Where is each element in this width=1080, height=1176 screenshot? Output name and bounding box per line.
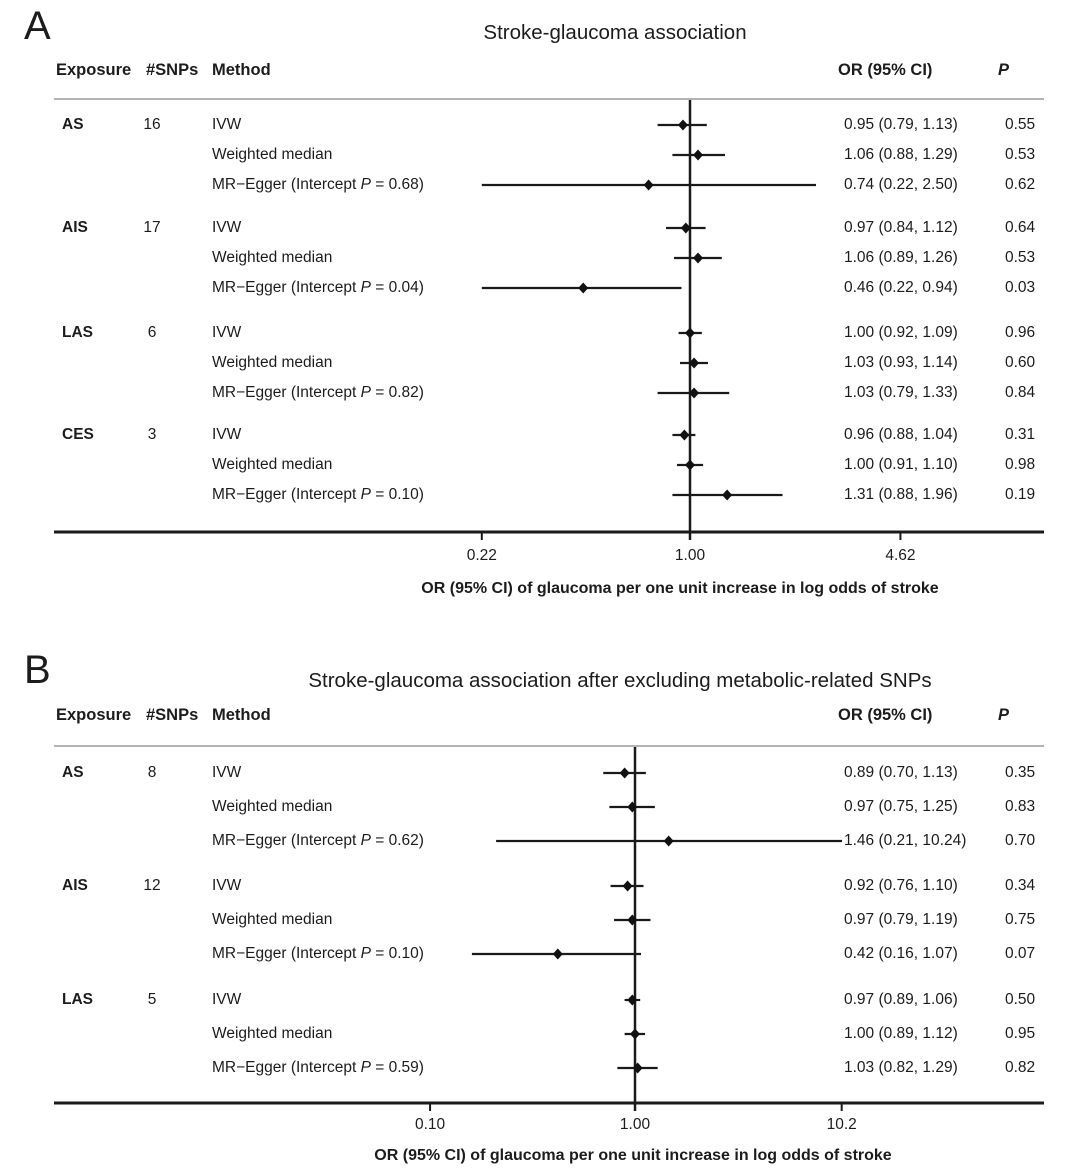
- or-ci-value: 0.97 (0.89, 1.06): [844, 991, 958, 1008]
- axis-tick-label: 0.10: [414, 1116, 446, 1133]
- or-ci-value: 1.03 (0.82, 1.29): [844, 1059, 958, 1076]
- panel-a-col-or: OR (95% CI): [838, 61, 933, 79]
- p-value: 0.55: [1005, 116, 1036, 133]
- panel-a-col-p: P: [998, 61, 1010, 79]
- method-label: IVW: [212, 877, 242, 894]
- panel-b-letter: B: [24, 648, 51, 692]
- snps-value: 8: [147, 764, 157, 781]
- or-ci-value: 0.46 (0.22, 0.94): [844, 279, 958, 296]
- p-value: 0.07: [1005, 945, 1036, 962]
- p-value: 0.83: [1005, 798, 1036, 815]
- p-value: 0.95: [1005, 1025, 1036, 1042]
- or-ci-value: 0.96 (0.88, 1.04): [844, 426, 958, 443]
- or-ci-value: 0.97 (0.75, 1.25): [844, 798, 958, 815]
- axis-tick-label: 0.22: [466, 547, 497, 564]
- panel-b-col-exposure: Exposure: [56, 706, 132, 724]
- or-ci-value: 1.03 (0.93, 1.14): [844, 354, 958, 371]
- or-point: [553, 949, 563, 960]
- panel-a-col-exposure: Exposure: [56, 61, 132, 79]
- axis-tick-label: 1.00: [619, 1116, 651, 1133]
- p-value: 0.19: [1005, 486, 1036, 503]
- or-ci-value: 0.95 (0.79, 1.13): [844, 116, 958, 133]
- exposure-value: AIS: [62, 877, 88, 894]
- panel-b-title: Stroke-glaucoma association after excluding metabolic-related SNPs: [308, 669, 932, 692]
- panel-a-letter: A: [24, 4, 51, 48]
- method-label: Weighted median: [212, 456, 333, 473]
- panel-b-col-method: Method: [212, 706, 271, 724]
- or-ci-value: 0.42 (0.16, 1.07): [844, 945, 958, 962]
- method-label: MR−Egger (Intercept P = 0.04): [212, 279, 424, 296]
- snps-value: 6: [147, 324, 157, 341]
- panel-a-col-method: Method: [212, 61, 271, 79]
- p-value: 0.31: [1005, 426, 1036, 443]
- or-point: [630, 1029, 640, 1040]
- or-ci-value: 1.06 (0.88, 1.29): [844, 146, 958, 163]
- or-point: [644, 180, 654, 191]
- or-point: [685, 328, 695, 339]
- p-value: 0.53: [1005, 146, 1036, 163]
- snps-value: 3: [147, 426, 157, 443]
- method-label: Weighted median: [212, 798, 333, 815]
- or-point: [620, 768, 630, 779]
- method-label: Weighted median: [212, 249, 333, 266]
- or-ci-value: 1.00 (0.92, 1.09): [844, 324, 958, 341]
- p-value: 0.64: [1005, 219, 1036, 236]
- method-label: IVW: [212, 991, 242, 1008]
- panel-b-col-p: P: [998, 706, 1010, 724]
- p-value: 0.96: [1005, 324, 1036, 341]
- or-ci-value: 0.92 (0.76, 1.10): [844, 877, 958, 894]
- or-ci-value: 1.06 (0.89, 1.26): [844, 249, 958, 266]
- method-label: MR−Egger (Intercept P = 0.59): [212, 1059, 424, 1076]
- exposure-value: LAS: [62, 324, 93, 341]
- method-label: Weighted median: [212, 911, 333, 928]
- panel-a-title: Stroke-glaucoma association: [483, 21, 747, 44]
- or-point: [685, 460, 695, 471]
- panel-a-col-snps: #SNPs: [146, 61, 199, 79]
- or-ci-value: 0.74 (0.22, 2.50): [844, 176, 958, 193]
- p-value: 0.03: [1005, 279, 1036, 296]
- or-ci-value: 0.89 (0.70, 1.13): [844, 764, 958, 781]
- or-ci-value: 1.31 (0.88, 1.96): [844, 486, 958, 503]
- or-ci-value: 0.97 (0.79, 1.19): [844, 911, 958, 928]
- method-label: MR−Egger (Intercept P = 0.10): [212, 486, 424, 503]
- axis-tick-label: 4.62: [885, 547, 916, 564]
- panel-b-col-snps: #SNPs: [146, 706, 199, 724]
- method-label: Weighted median: [212, 354, 333, 371]
- or-point: [623, 881, 633, 892]
- method-label: IVW: [212, 219, 242, 236]
- exposure-value: LAS: [62, 991, 93, 1008]
- or-ci-value: 1.00 (0.89, 1.12): [844, 1025, 958, 1042]
- snps-value: 12: [143, 877, 161, 894]
- or-point: [679, 430, 689, 441]
- p-value: 0.53: [1005, 249, 1036, 266]
- or-point: [693, 150, 703, 161]
- method-label: IVW: [212, 426, 242, 443]
- axis-tick-label: 10.2: [826, 1116, 857, 1133]
- snps-value: 5: [147, 991, 157, 1008]
- method-label: IVW: [212, 116, 242, 133]
- method-label: Weighted median: [212, 146, 333, 163]
- exposure-value: CES: [62, 426, 94, 443]
- exposure-value: AS: [62, 764, 84, 781]
- panel-a-xaxis-label: OR (95% CI) of glaucoma per one unit increase in log odds of stroke: [421, 580, 939, 597]
- p-value: 0.35: [1005, 764, 1036, 781]
- method-label: MR−Egger (Intercept P = 0.82): [212, 384, 424, 401]
- panel-a-header-separator: [54, 98, 1044, 100]
- axis-tick-label: 1.00: [674, 547, 706, 564]
- p-value: 0.75: [1005, 911, 1036, 928]
- or-ci-value: 0.97 (0.84, 1.12): [844, 219, 958, 236]
- or-ci-value: 1.46 (0.21, 10.24): [844, 832, 967, 849]
- p-value: 0.70: [1005, 832, 1036, 849]
- method-label: MR−Egger (Intercept P = 0.62): [212, 832, 424, 849]
- snps-value: 17: [143, 219, 161, 236]
- p-value: 0.34: [1005, 877, 1036, 894]
- panel-b-header-separator: [54, 745, 1044, 747]
- p-value: 0.60: [1005, 354, 1036, 371]
- method-label: IVW: [212, 764, 242, 781]
- p-value: 0.84: [1005, 384, 1036, 401]
- or-point: [722, 490, 732, 501]
- panel-b-xaxis-label: OR (95% CI) of glaucoma per one unit increase in log odds of stroke: [374, 1147, 892, 1164]
- snps-value: 16: [143, 116, 161, 133]
- or-ci-value: 1.00 (0.91, 1.10): [844, 456, 958, 473]
- or-point: [578, 283, 588, 294]
- panel-b-col-or: OR (95% CI): [838, 706, 933, 724]
- or-point: [664, 836, 674, 847]
- method-label: MR−Egger (Intercept P = 0.10): [212, 945, 424, 962]
- p-value: 0.62: [1005, 176, 1036, 193]
- method-label: IVW: [212, 324, 242, 341]
- p-value: 0.98: [1005, 456, 1036, 473]
- or-ci-value: 1.03 (0.79, 1.33): [844, 384, 958, 401]
- exposure-value: AIS: [62, 219, 88, 236]
- or-point: [678, 120, 688, 131]
- p-value: 0.82: [1005, 1059, 1036, 1076]
- exposure-value: AS: [62, 116, 84, 133]
- method-label: Weighted median: [212, 1025, 333, 1042]
- or-point: [693, 253, 703, 264]
- p-value: 0.50: [1005, 991, 1036, 1008]
- method-label: MR−Egger (Intercept P = 0.68): [212, 176, 424, 193]
